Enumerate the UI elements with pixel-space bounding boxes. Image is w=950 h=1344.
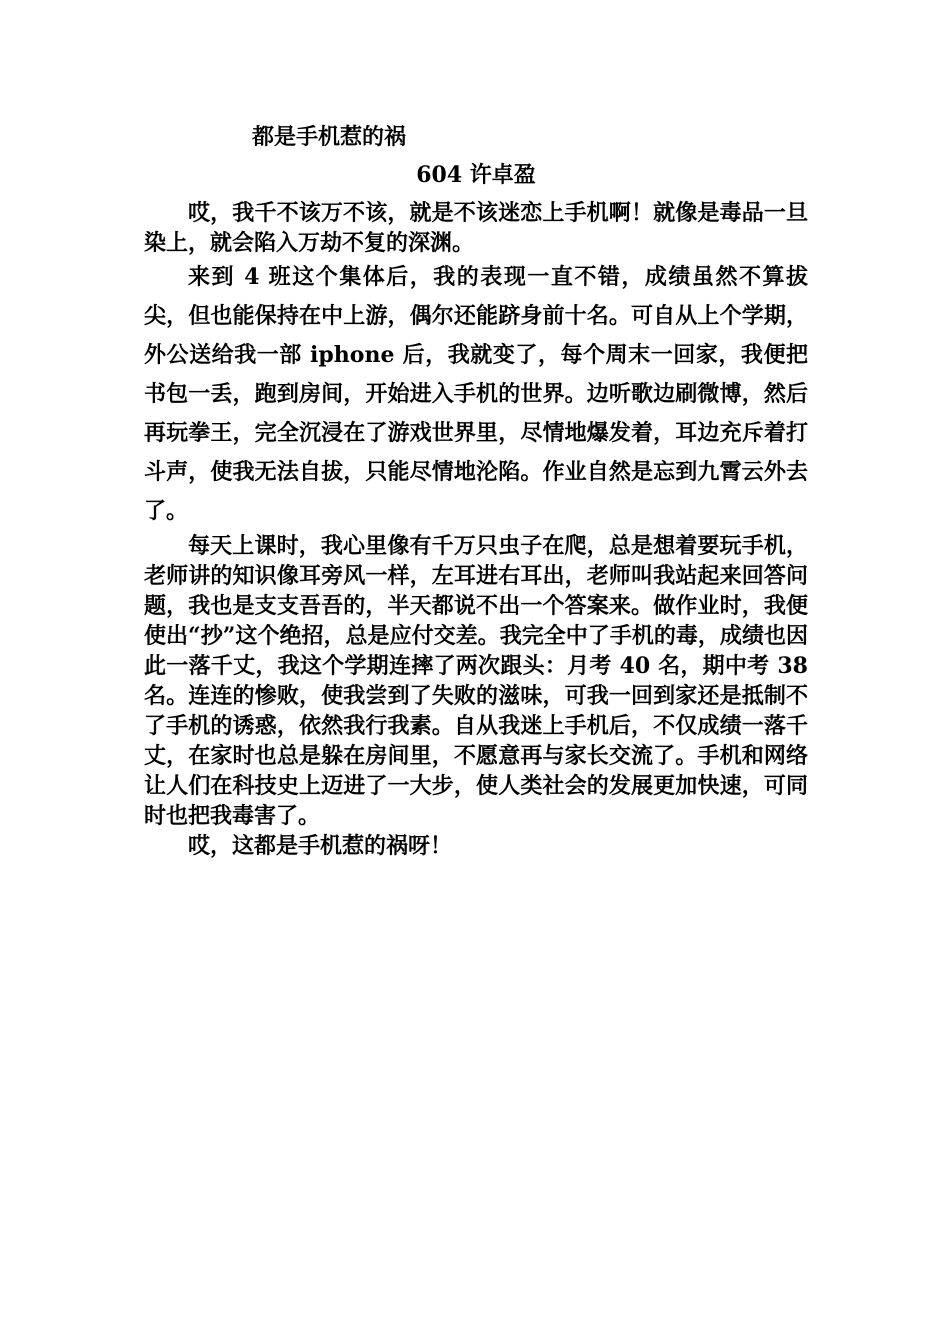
paragraph-3: 每天上课时，我心里像有千万只虫子在爬，总是想着要玩手机，老师讲的知识像耳旁风一样，左耳进右耳出，老师叫我站起来回答问题，我也是支支吾吾的，半天都说不出一个答案来。做作业时，我便使出“抄”这个绝招，总是应付交差。我完全中了手机的毒，成绩也因此一落千丈，我这个学期连摔了两次跟头：月考 40 名，期中考 38 名。连连的惨败，使我尝到了失败的滋味，可我一回到家还是抵制不了手机的诱惑，依然我行我素。自从我迷上手机后，不仅成绩一落千丈，在家时也总是躲在房间里，不愿意再与家长交流了。手机和网络让人们在科技史上迈进了一大步，使人类社会的发展更加快速，可同时也把我毒害了。 — [144, 533, 808, 829]
paragraph-4: 哎，这都是手机惹的祸呀！ — [188, 833, 453, 859]
essay-body — [144, 118, 808, 861]
essay-author: 604 许卓盈 — [416, 162, 536, 188]
essay-title: 都是手机惹的祸 — [252, 124, 407, 150]
paragraph-2: 来到 4 班这个集体后，我的表现一直不错，成绩虽然不算拔尖，但也能保持在中上游，偶尔还能跻身前十名。可自从上个学期，外公送给我一部 iphone 后，我就变了，每个周末一回家，我便把书包一丢，跑到房间，开始进入手机的世界。边听歌边刷微博，然后再玩拳王，完全沉浸在了游戏世界里，尽情地爆发着，耳边充斥着打斗声，使我无法自拔，只能尽情地沦陷。作业自然是忘到九霄云外去了。 — [144, 264, 808, 524]
paragraph-1: 哎，我千不该万不该，就是不该迷恋上手机啊！就像是毒品一旦染上，就会陷入万劫不复的深渊。 — [144, 200, 808, 256]
